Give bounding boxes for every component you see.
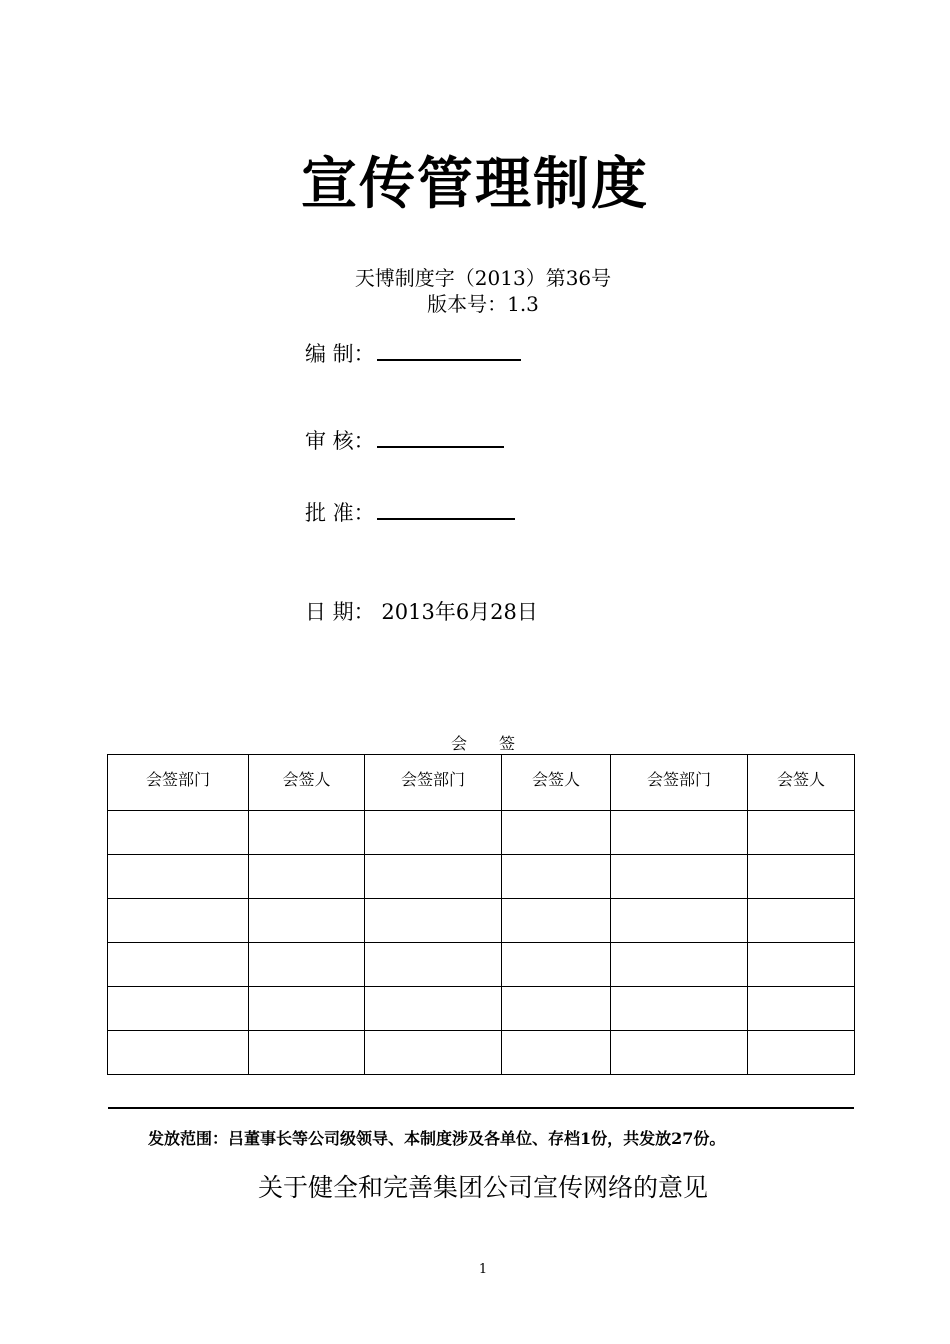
table-cell	[502, 987, 611, 1031]
table-cell	[611, 855, 748, 899]
table-cell	[611, 811, 748, 855]
document-title: 宣传管理制度	[301, 152, 649, 217]
table-cell	[611, 987, 748, 1031]
distribution-scope: 发放范围：吕董事长等公司级领导、本制度涉及各单位、存档1份，共发放27份。	[148, 1129, 726, 1148]
table-cell	[108, 899, 249, 943]
date-value: 2013年6月28日	[381, 600, 538, 624]
table-cell	[748, 899, 855, 943]
table-cell	[748, 811, 855, 855]
review-label: 审 核：	[305, 429, 375, 453]
document-number: 天博制度字（2013）第36号	[354, 266, 612, 290]
table-cell	[365, 987, 502, 1031]
header-dept-1: 会签部门	[108, 755, 249, 811]
countersign-caption-char-2: 签	[499, 734, 516, 753]
horizontal-divider	[108, 1107, 854, 1109]
table-cell	[365, 899, 502, 943]
table-row	[108, 987, 855, 1031]
table-cell	[365, 1031, 502, 1075]
review-field	[305, 425, 504, 455]
table-cell	[748, 943, 855, 987]
header-signer-3: 会签人	[748, 755, 855, 811]
table-cell	[748, 1031, 855, 1075]
review-signature-line	[377, 428, 504, 448]
version-number: 版本号：1.3	[427, 292, 539, 316]
header-dept-2: 会签部门	[365, 755, 502, 811]
section-heading: 关于健全和完善集团公司宣传网络的意见	[257, 1173, 708, 1202]
table-cell	[249, 855, 365, 899]
date-field	[305, 596, 538, 626]
table-cell	[748, 987, 855, 1031]
table-cell	[365, 943, 502, 987]
table-row	[108, 899, 855, 943]
compile-signature-line	[377, 341, 521, 361]
table-cell	[108, 811, 249, 855]
compile-field	[305, 338, 521, 368]
header-dept-3: 会签部门	[611, 755, 748, 811]
table-row	[108, 811, 855, 855]
table-cell	[249, 987, 365, 1031]
table-cell	[249, 811, 365, 855]
approve-label: 批 准：	[305, 501, 375, 525]
table-cell	[108, 943, 249, 987]
table-cell	[249, 943, 365, 987]
table-cell	[108, 855, 249, 899]
header-signer-1: 会签人	[249, 755, 365, 811]
table-cell	[365, 811, 502, 855]
countersign-table	[107, 754, 855, 1075]
date-label: 日 期：	[305, 600, 375, 624]
table-cell	[108, 987, 249, 1031]
compile-label: 编 制：	[305, 342, 375, 366]
table-cell	[611, 899, 748, 943]
table-cell	[108, 1031, 249, 1075]
table-row	[108, 855, 855, 899]
header-signer-2: 会签人	[502, 755, 611, 811]
table-cell	[502, 855, 611, 899]
page-number: 1	[478, 1262, 488, 1277]
approve-field	[305, 497, 515, 527]
table-cell	[502, 1031, 611, 1075]
table-row	[108, 943, 855, 987]
table-row	[108, 1031, 855, 1075]
table-cell	[502, 811, 611, 855]
countersign-caption-char-1: 会	[450, 734, 467, 753]
table-cell	[748, 855, 855, 899]
table-cell	[611, 943, 748, 987]
table-cell	[365, 855, 502, 899]
table-cell	[249, 899, 365, 943]
table-cell	[249, 1031, 365, 1075]
countersign-caption	[0, 731, 950, 754]
table-cell	[611, 1031, 748, 1075]
table-cell	[502, 943, 611, 987]
approve-signature-line	[377, 500, 515, 520]
table-header-row	[108, 755, 855, 811]
table-cell	[502, 899, 611, 943]
